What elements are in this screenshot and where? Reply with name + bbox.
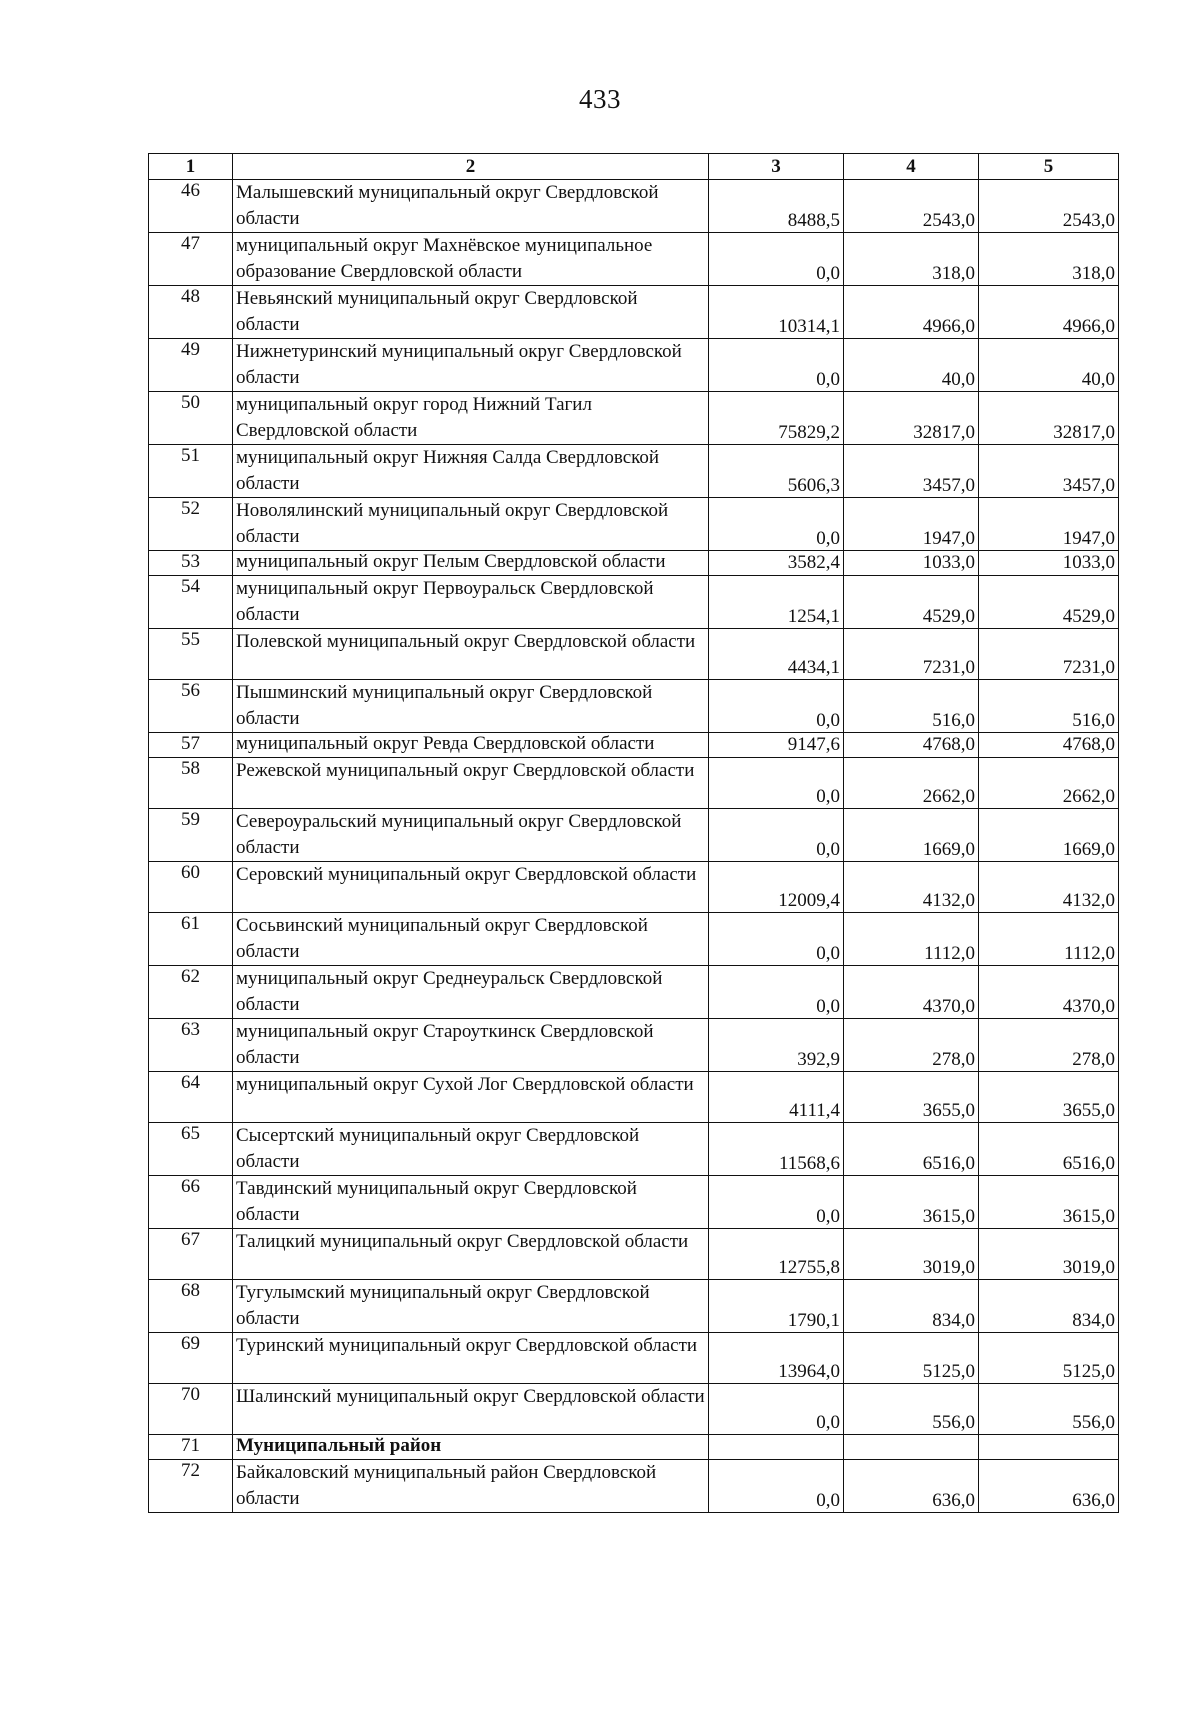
table-row xyxy=(149,862,1119,913)
value-col-5: 4370,0 xyxy=(979,966,1119,1019)
value-col-5: 4529,0 xyxy=(979,576,1119,629)
municipality-name: муниципальный округ город Нижний Тагил Свердловской области xyxy=(233,392,709,445)
value-col-5: 636,0 xyxy=(979,1460,1119,1513)
header-col-3: 3 xyxy=(709,154,844,180)
header-row xyxy=(149,154,1119,180)
value-col-4: 4370,0 xyxy=(844,966,979,1019)
value-col-5: 3019,0 xyxy=(979,1229,1119,1280)
value-col-5: 516,0 xyxy=(979,680,1119,733)
value-col-5: 5125,0 xyxy=(979,1333,1119,1384)
row-number: 53 xyxy=(149,551,233,576)
table-row xyxy=(149,966,1119,1019)
header-col-2: 2 xyxy=(233,154,709,180)
value-col-3: 10314,1 xyxy=(709,286,844,339)
value-col-5: 1112,0 xyxy=(979,913,1119,966)
table-row xyxy=(149,1280,1119,1333)
value-col-3: 4434,1 xyxy=(709,629,844,680)
value-col-5: 318,0 xyxy=(979,233,1119,286)
value-col-3: 8488,5 xyxy=(709,180,844,233)
value-col-3: 0,0 xyxy=(709,1384,844,1435)
municipality-name: Талицкий муниципальный округ Свердловской области xyxy=(233,1229,709,1280)
row-number: 66 xyxy=(149,1176,233,1229)
row-number: 60 xyxy=(149,862,233,913)
municipality-name: Невьянский муниципальный округ Свердловской области xyxy=(233,286,709,339)
value-col-3: 11568,6 xyxy=(709,1123,844,1176)
row-number: 70 xyxy=(149,1384,233,1435)
value-col-4: 636,0 xyxy=(844,1460,979,1513)
row-number: 68 xyxy=(149,1280,233,1333)
value-col-4: 1947,0 xyxy=(844,498,979,551)
table-row xyxy=(149,733,1119,758)
value-col-4 xyxy=(844,1435,979,1460)
value-col-3: 0,0 xyxy=(709,913,844,966)
municipality-name: Сосьвинский муниципальный округ Свердловской области xyxy=(233,913,709,966)
header-col-5: 5 xyxy=(979,154,1119,180)
value-col-5: 1947,0 xyxy=(979,498,1119,551)
header-col-4: 4 xyxy=(844,154,979,180)
value-col-5 xyxy=(979,1435,1119,1460)
row-number: 65 xyxy=(149,1123,233,1176)
value-col-5: 32817,0 xyxy=(979,392,1119,445)
table-row xyxy=(149,1019,1119,1072)
value-col-5: 3655,0 xyxy=(979,1072,1119,1123)
value-col-3: 9147,6 xyxy=(709,733,844,758)
value-col-5: 278,0 xyxy=(979,1019,1119,1072)
municipality-name: Пышминский муниципальный округ Свердловской области xyxy=(233,680,709,733)
table-row xyxy=(149,680,1119,733)
municipality-name: Серовский муниципальный округ Свердловской области xyxy=(233,862,709,913)
value-col-4: 5125,0 xyxy=(844,1333,979,1384)
value-col-4: 318,0 xyxy=(844,233,979,286)
municipality-name: Полевской муниципальный округ Свердловской области xyxy=(233,629,709,680)
value-col-4: 278,0 xyxy=(844,1019,979,1072)
value-col-4: 4966,0 xyxy=(844,286,979,339)
data-table xyxy=(148,153,1119,1513)
table-row xyxy=(149,1435,1119,1460)
value-col-4: 556,0 xyxy=(844,1384,979,1435)
table-row xyxy=(149,758,1119,809)
municipality-name: муниципальный округ Нижняя Салда Свердловской области xyxy=(233,445,709,498)
value-col-4: 3457,0 xyxy=(844,445,979,498)
value-col-4: 1112,0 xyxy=(844,913,979,966)
table-row xyxy=(149,1229,1119,1280)
table-row xyxy=(149,1384,1119,1435)
municipality-name: муниципальный округ Первоуральск Свердловской области xyxy=(233,576,709,629)
value-col-3: 392,9 xyxy=(709,1019,844,1072)
row-number: 69 xyxy=(149,1333,233,1384)
row-number: 48 xyxy=(149,286,233,339)
row-number: 49 xyxy=(149,339,233,392)
value-col-4: 2662,0 xyxy=(844,758,979,809)
table-row xyxy=(149,1460,1119,1513)
value-col-3: 13964,0 xyxy=(709,1333,844,1384)
header-col-1: 1 xyxy=(149,154,233,180)
table-row xyxy=(149,576,1119,629)
value-col-4: 516,0 xyxy=(844,680,979,733)
table-row xyxy=(149,180,1119,233)
table-row xyxy=(149,1333,1119,1384)
value-col-5: 1669,0 xyxy=(979,809,1119,862)
value-col-3: 3582,4 xyxy=(709,551,844,576)
row-number: 61 xyxy=(149,913,233,966)
value-col-4: 3615,0 xyxy=(844,1176,979,1229)
value-col-4: 4529,0 xyxy=(844,576,979,629)
municipality-name: Туринский муниципальный округ Свердловской области xyxy=(233,1333,709,1384)
value-col-3: 5606,3 xyxy=(709,445,844,498)
row-number: 67 xyxy=(149,1229,233,1280)
table-row xyxy=(149,339,1119,392)
value-col-3: 12755,8 xyxy=(709,1229,844,1280)
row-number: 57 xyxy=(149,733,233,758)
table-row xyxy=(149,445,1119,498)
row-number: 59 xyxy=(149,809,233,862)
municipality-name: муниципальный округ Среднеуральск Свердловской области xyxy=(233,966,709,1019)
value-col-3: 0,0 xyxy=(709,680,844,733)
row-number: 56 xyxy=(149,680,233,733)
value-col-4: 1033,0 xyxy=(844,551,979,576)
row-number: 72 xyxy=(149,1460,233,1513)
value-col-3: 0,0 xyxy=(709,1460,844,1513)
row-number: 62 xyxy=(149,966,233,1019)
row-number: 51 xyxy=(149,445,233,498)
value-col-5: 40,0 xyxy=(979,339,1119,392)
municipality-name: Малышевский муниципальный округ Свердловской области xyxy=(233,180,709,233)
value-col-4: 32817,0 xyxy=(844,392,979,445)
value-col-5: 2543,0 xyxy=(979,180,1119,233)
table-row xyxy=(149,1072,1119,1123)
municipality-name: муниципальный округ Махнёвское муниципальное образование Свердловской области xyxy=(233,233,709,286)
value-col-3: 4111,4 xyxy=(709,1072,844,1123)
value-col-5: 3615,0 xyxy=(979,1176,1119,1229)
row-number: 50 xyxy=(149,392,233,445)
value-col-3: 0,0 xyxy=(709,809,844,862)
table-row xyxy=(149,286,1119,339)
value-col-3: 0,0 xyxy=(709,966,844,1019)
value-col-3: 1254,1 xyxy=(709,576,844,629)
municipality-name: Сысертский муниципальный округ Свердловской области xyxy=(233,1123,709,1176)
municipality-name: Шалинский муниципальный округ Свердловской области xyxy=(233,1384,709,1435)
municipality-name: Муниципальный район xyxy=(233,1435,709,1460)
value-col-4: 7231,0 xyxy=(844,629,979,680)
value-col-5: 4132,0 xyxy=(979,862,1119,913)
value-col-3: 0,0 xyxy=(709,233,844,286)
value-col-5: 4768,0 xyxy=(979,733,1119,758)
value-col-4: 4768,0 xyxy=(844,733,979,758)
table-row xyxy=(149,1176,1119,1229)
municipality-name: муниципальный округ Пелым Свердловской области xyxy=(233,551,709,576)
municipality-name: муниципальный округ Ревда Свердловской области xyxy=(233,733,709,758)
row-number: 58 xyxy=(149,758,233,809)
value-col-5: 6516,0 xyxy=(979,1123,1119,1176)
value-col-5: 4966,0 xyxy=(979,286,1119,339)
page-number: 433 xyxy=(579,84,621,114)
row-number: 52 xyxy=(149,498,233,551)
value-col-3: 0,0 xyxy=(709,498,844,551)
municipality-name: муниципальный округ Сухой Лог Свердловской области xyxy=(233,1072,709,1123)
value-col-4: 2543,0 xyxy=(844,180,979,233)
value-col-5: 834,0 xyxy=(979,1280,1119,1333)
value-col-4: 3019,0 xyxy=(844,1229,979,1280)
value-col-4: 3655,0 xyxy=(844,1072,979,1123)
value-col-4: 4132,0 xyxy=(844,862,979,913)
municipality-name: муниципальный округ Староуткинск Свердловской области xyxy=(233,1019,709,1072)
table-row xyxy=(149,498,1119,551)
value-col-3: 0,0 xyxy=(709,758,844,809)
row-number: 64 xyxy=(149,1072,233,1123)
value-col-3: 0,0 xyxy=(709,339,844,392)
table-row xyxy=(149,551,1119,576)
row-number: 46 xyxy=(149,180,233,233)
municipality-name: Режевской муниципальный округ Свердловской области xyxy=(233,758,709,809)
table-row xyxy=(149,233,1119,286)
value-col-5: 3457,0 xyxy=(979,445,1119,498)
value-col-5: 1033,0 xyxy=(979,551,1119,576)
row-number: 54 xyxy=(149,576,233,629)
value-col-4: 40,0 xyxy=(844,339,979,392)
municipality-name: Тавдинский муниципальный округ Свердловской области xyxy=(233,1176,709,1229)
value-col-3: 75829,2 xyxy=(709,392,844,445)
row-number: 47 xyxy=(149,233,233,286)
value-col-5: 2662,0 xyxy=(979,758,1119,809)
value-col-3: 12009,4 xyxy=(709,862,844,913)
municipality-name: Новолялинский муниципальный округ Свердловской области xyxy=(233,498,709,551)
municipality-name: Североуральский муниципальный округ Свердловской области xyxy=(233,809,709,862)
municipality-name: Тугулымский муниципальный округ Свердловской области xyxy=(233,1280,709,1333)
row-number: 63 xyxy=(149,1019,233,1072)
value-col-3: 0,0 xyxy=(709,1176,844,1229)
value-col-3 xyxy=(709,1435,844,1460)
row-number: 71 xyxy=(149,1435,233,1460)
value-col-5: 7231,0 xyxy=(979,629,1119,680)
table-row xyxy=(149,1123,1119,1176)
municipality-name: Нижнетуринский муниципальный округ Свердловской области xyxy=(233,339,709,392)
value-col-4: 6516,0 xyxy=(844,1123,979,1176)
value-col-4: 1669,0 xyxy=(844,809,979,862)
table-row xyxy=(149,809,1119,862)
value-col-5: 556,0 xyxy=(979,1384,1119,1435)
value-col-3: 1790,1 xyxy=(709,1280,844,1333)
table-row xyxy=(149,913,1119,966)
value-col-4: 834,0 xyxy=(844,1280,979,1333)
table-row xyxy=(149,392,1119,445)
municipality-name: Байкаловский муниципальный район Свердловской области xyxy=(233,1460,709,1513)
table-row xyxy=(149,629,1119,680)
row-number: 55 xyxy=(149,629,233,680)
